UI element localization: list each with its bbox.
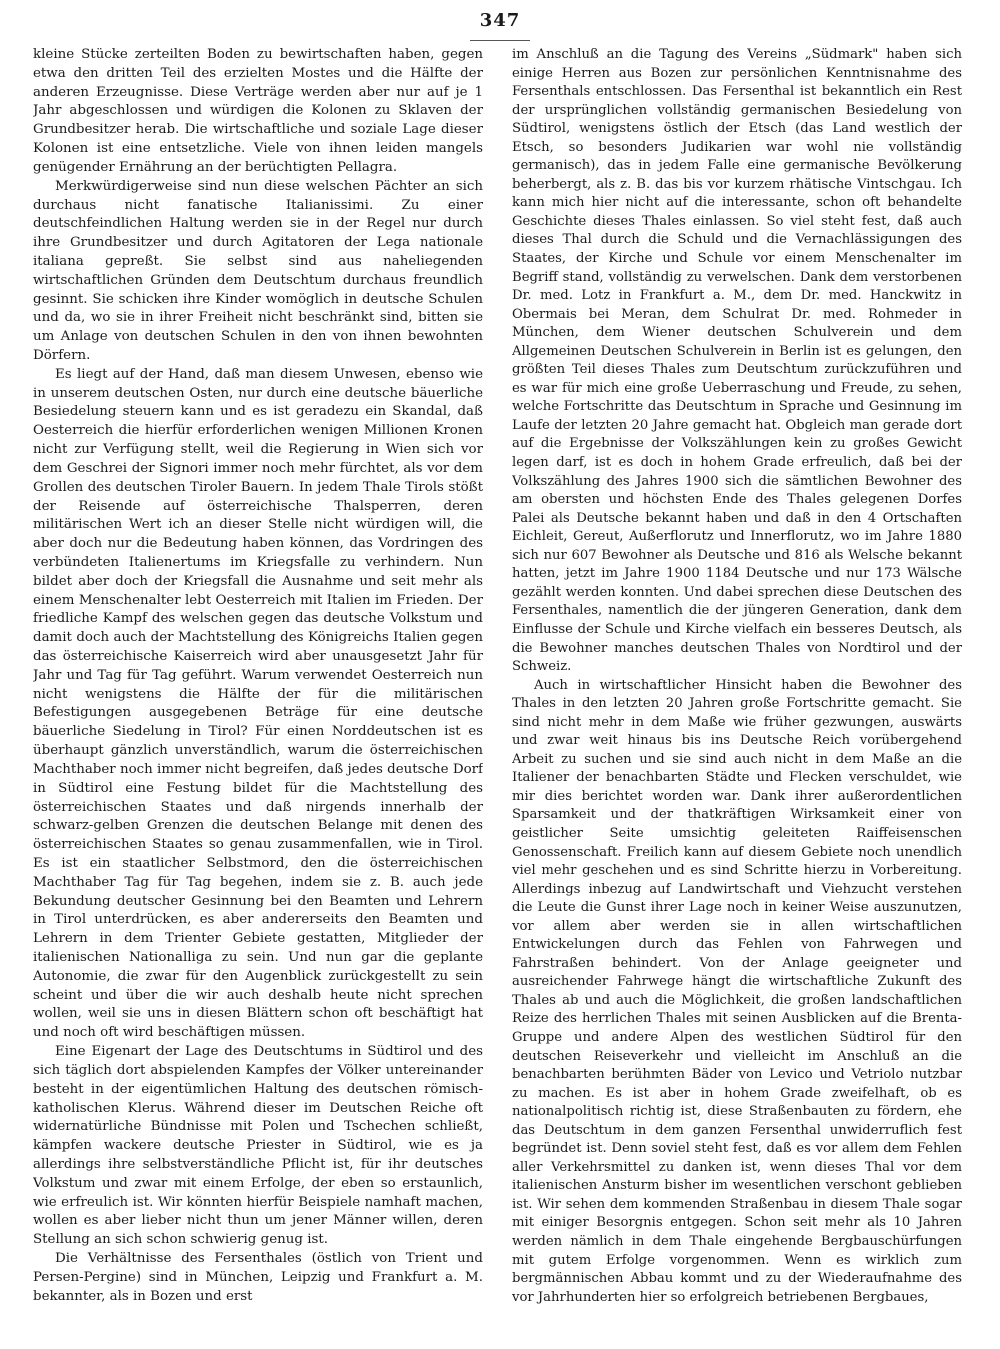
- paragraph: Eine Eigenart der Lage des Deutschtums in Südtirol und des sich täglich dort abspielenden Kampfes der Völker untereinander besteht in der eigentümlichen Haltung des deutschen römisch-katholischen Klerus. Während dieser im Deutschen Reiche oft widernatürliche Bündnisse mit Polen und Tschechen schließt, kämpfen wackere deutsche Priester in Südtirol, wie es ja allerdings ihre selbstverständliche Pflicht ist, für ihr deutsches Volkstum und zwar mit einem Erfolge, der eben so erstaunlich, wie erfreulich ist. Wir könnten hierfür Beispiele namhaft machen, wollen es aber lieber nicht thun um jener Männer willen, deren Stellung an sich schon schwierig genug ist.: [33, 1044, 483, 1248]
- paragraph: Es liegt auf der Hand, daß man diesem Unwesen, ebenso wie in unserem deutschen Osten, nur durch eine deutsche bäuerliche Besiedelung steuern kann und es ist geradezu ein Skandal, daß Oesterreich die hierfür erforderlichen wenigen Millionen Kronen nicht zur Verfügung stellt, weil die Regierung in Wien sich vor dem Geschrei der Signori immer noch mehr fürchtet, als vor dem Grollen des deutschen Tiroler Bauern. In jedem Thale Tirols stößt der Reisende auf österreichische Thalsperren, deren militärischen Wert ich an dieser Stelle nicht würdigen will, die aber doch nur die Bedeutung haben können, das Vordringen des verbündeten Italienertums im Kriegsfalle zu verhindern. Nun bildet aber doch der Kriegsfall die Ausnahme und seit mehr als einem Menschenalter lebt Oesterreich mit Italien im Frieden. Der friedliche Kampf des welschen gegen das deutsche Volkstum und damit doch auch der Machtstellung des Königreichs Italien gegen das österreichische Kaiserreich wird aber unausgesetzt Jahr für Jahr und Tag für Tag geführt. Warum verwendet Oesterreich nun nicht wenigstens die Hälfte der für die militärischen Befestigungen ausgegebenen Beträge für eine deutsche bäuerliche Siedelung in Tirol? Für einen Norddeutschen ist es überhaupt gänzlich unverständlich, warum die österreichischen Machthaber noch immer nicht begreifen, daß jedes deutsche Dorf in Südtirol eine Festung bildet für die Machtstellung des österreichischen Staates und daß nirgends innerhalb der schwarz-gelben Grenzen die deutschen Belange mit denen des österreichischen Staates so genau zusammenfallen, wie in Tirol. Es ist ein staatlicher Selbstmord, den die österreichischen Machthaber Tag für Tag begehen, indem sie z. B. auch jede Bekundung deutscher Gesinnung bei den Beamten und Lehrern in Tirol unterdrücken, es aber andererseits den Beamten und Lehrern in dem Trienter Gebiete gestatten, Mitglieder der italienischen Nationalliga zu sein. Und nun gar die geplante Autonomie, die zwar für den Augenblick zurückgestellt zu sein scheint und über die wir auch deshalb heute nicht sprechen wollen, weil sie uns in diesen Blättern schon oft beschäftigt hat und noch oft wird beschäftigen müssen.: [33, 366, 483, 1041]
- paragraph: Auch in wirtschaftlicher Hinsicht haben die Bewohner des Thales in den letzten 20 Jahren große Fortschritte gemacht. Sie sind nicht mehr in dem Maße wie früher gezwungen, auswärts und zwar weit hinaus bis ins Deutsche Reich vorübergehend Arbeit zu suchen und sie sind auch nicht in dem Maße an die Italiener der benachbarten Städte und Flecken verschuldet, wie mir dies berichtet worden war. Dank ihrer außerordentlichen Sparsamkeit und der thatkräftigen Wirksamkeit einer von geistlicher Seite umsichtig geleiteten Raiffeisenschen Genossenschaft. Freilich kann auf diesem Gebiete noch unendlich viel mehr geschehen und es sind Schritte hierzu in Vorbereitung. Allerdings inbezug auf Landwirtschaft und Viehzucht verstehen die Leute die Gunst ihrer Lage noch in keiner Weise auszunutzen, vor allem aber werden sie in allen wirtschaftlichen Entwickelungen durch das Fehlen von Fahrwegen und Fahrstraßen behindert. Von der Anlage geeigneter und ausreichender Fahrwege hängt die wirtschaftliche Zukunft des Thales ab und auch die Möglichkeit, die großen landschaftlichen Reize des herrlichen Thales mit seinen Ausblicken auf die Brenta-Gruppe und andere Alpen des westlichen Südtirol für den deutschen Reiseverkehr und vielleicht im Anschluß an die benachbarten berühmten Bäder von Levico und Vetriolo nutzbar zu machen. Es ist aber in hohem Grade zweifelhaft, ob es nationalpolitisch richtig ist, diese Straßenbauten zu fördern, ehe das Deutschtum in dem ganzen Fersenthal unwiderruflich fest begründet ist. Denn soviel steht fest, daß es vor allem dem Fehlen aller Verkehrsmittel zu danken ist, wenn dieses Thal vor dem italienischen Ansturm bisher im wesentlichen verschont geblieben ist. Wir sehen dem kommenden Straßenbau in diesem Thale sogar mit einiger Besorgnis entgegen. Schon seit mehr als 10 Jahren werden nämlich in dem Thale eingehende Bergbauschürfungen mit gutem Erfolge vorgenommen. Wenn es wirklich zum bergmännischen Abbau kommt und zu der Wiederaufnahme des vor Jahrhunderten hier so erfolgreich betriebenen Bergbaues,: [512, 677, 962, 1305]
- page-number-rule: [470, 40, 530, 41]
- page-number: 347: [479, 10, 521, 31]
- text-column-left: [33, 46, 483, 1336]
- paragraph: im Anschluß an die Tagung des Vereins „Südmark" haben sich einige Herren aus Bozen zur persönlichen Kenntnisnahme des Fersenthals entschlossen. Das Fersenthal ist bekanntlich ein Rest der ursprünglichen vollständig germanischen Besiedelung von Südtirol, wenigstens östlich der Etsch (das Land westlich der Etsch, so besonders Judikarien war wohl nie vollständig germanisch), das in jedem Falle eine germanische Bevölkerung beherbergt, als z. B. das bis vor kurzem rhätische Vintschgau. Ich kann mich hier nicht auf die interessante, schon oft behandelte Geschichte dieses Thales einlassen. So viel steht fest, daß auch dieses Thal durch die Schuld und die Vernachlässigungen des Staates, der Kirche und Schule vor einem Menschenalter im Begriff stand, vollständig zu verwelschen. Dank dem verstorbenen Dr. med. Lotz in Frankfurt a. M., dem Dr. med. Hanckwitz in Obermais bei Meran, dem Schulrat Dr. med. Rohmeder in München, dem Wiener deutschen Schulverein und dem Allgemeinen Deutschen Schulverein in Berlin ist es gelungen, den größten Teil dieses Thales zum Deutschtum zurückzuführen und es war für mich eine große Ueberraschung und Freude, zu sehen, welche Fortschritte das Deutschtum in Sprache und Gesinnung im Laufe der letzten 20 Jahre gemacht hat. Obgleich man gerade dort auf die Ergebnisse der Volkszählungen kein zu großes Gewicht legen darf, ist es doch in hohem Grade erfreulich, daß bei der Volkszählung des Jahres 1900 sich die sämtlichen Bewohner des am obersten und höchsten Ende des Thales gelegenen Dorfes Palei als Deutsche bekannt haben und daß in den 4 Ortschaften Eichleit, Gereut, Außerflorutz und Innerflorutz, wo im Jahre 1880 sich nur 607 Bewohner als Deutsche und 816 als Welsche bekannt hatten, jetzt im Jahre 1900 1184 Deutsche und nur 173 Wälsche gezählt werden konnten. Und dabei sprechen diese Deutschen des Fersenthales, namentlich die der jüngeren Generation, dank dem Einflusse der Schule und Kirche vielfach ein besseres Deutsch, als die Bewohner manches deutschen Thales von Nordtirol und der Schweiz.: [512, 47, 962, 675]
- paragraph: kleine Stücke zerteilten Boden zu bewirtschaften haben, gegen etwa den dritten Teil des erzielten Mostes und die Hälfte der anderen Erzeugnisse. Diese Verträge werden aber nur auf je 1 Jahr abgeschlossen und würdigen die Kolonen zu Sklaven der Grundbesitzer herab. Die wirtschaftliche und soziale Lage dieser Kolonen ist eine entsetzliche. Viele von ihnen leiden mangels genügender Ernährung an der berüchtigten Pellagra.: [33, 47, 483, 175]
- paragraph: Merkwürdigerweise sind nun diese welschen Pächter an sich durchaus nicht fanatische Italianissimi. Zu einer deutschfeindlichen Haltung werden sie in der Regel nur durch ihre Grundbesitzer und durch Agitatoren der Lega nationale italiana gepreßt. Sie selbst sind aus naheliegenden wirtschaftlichen Gründen dem Deutschtum durchaus freundlich gesinnt. Sie schicken ihre Kinder womöglich in deutsche Schulen und da, wo sie in ihrer Freiheit nicht beschränkt sind, bitten sie um Anlage von deutschen Schulen in den von ihnen bewohnten Dörfern.: [33, 178, 483, 363]
- paragraph: Die Verhältnisse des Fersenthales (östlich von Trient und Persen-Pergine) sind in München, Leipzig und Frankfurt a. M. bekannter, als in Bozen und erst: [33, 1251, 483, 1304]
- text-column-right: [512, 46, 962, 1336]
